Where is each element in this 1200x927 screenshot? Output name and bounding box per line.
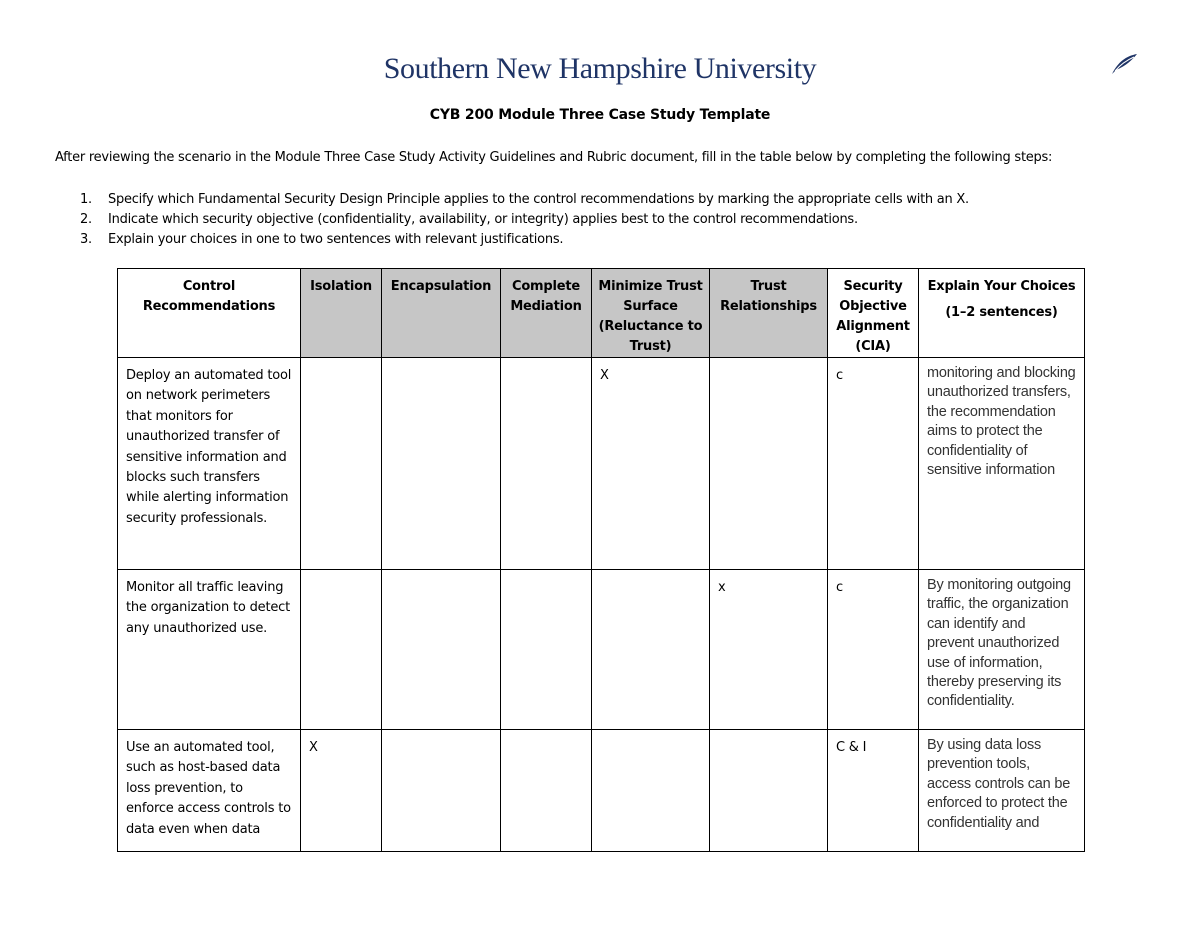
explain-cell[interactable]: By using data loss prevention tools, access controls can be enforced to protect the confidentiality and <box>919 730 1085 852</box>
isolation-cell[interactable]: X <box>301 730 382 852</box>
trust-relationships-cell[interactable] <box>710 730 828 852</box>
control-recommendation-cell[interactable]: Deploy an automated tool on network perimeters that monitors for unauthorized transfer of sensitive information and blocks such transfers while alerting information security professionals. <box>118 358 301 570</box>
step-text: Specify which Fundamental Security Design Principle applies to the control recommendations by marking the appropriate cells with an X. <box>108 192 969 207</box>
isolation-cell[interactable] <box>301 570 382 730</box>
header-trust-relationships: Trust Relationships <box>710 269 828 358</box>
step-number: 3. <box>80 232 92 247</box>
header-isolation: Isolation <box>301 269 382 358</box>
complete-mediation-cell[interactable] <box>501 730 592 852</box>
encapsulation-cell[interactable] <box>382 730 501 852</box>
leaf-icon <box>1110 52 1138 76</box>
instructions-list <box>80 190 969 250</box>
step-number: 2. <box>80 212 92 227</box>
header-complete-mediation: Complete Mediation <box>501 269 592 358</box>
objective-cell[interactable]: C & I <box>828 730 919 852</box>
minimize-trust-cell[interactable] <box>592 730 710 852</box>
minimize-trust-cell[interactable] <box>592 570 710 730</box>
instruction-step <box>80 230 969 250</box>
step-text: Indicate which security objective (confidentiality, availability, or integrity) applies best to the control recommendations. <box>108 212 858 227</box>
explain-header-label: Explain Your Choices <box>927 279 1076 294</box>
control-recommendation-cell[interactable]: Use an automated tool, such as host-based data loss prevention, to enforce access controls to data even when data <box>118 730 301 852</box>
university-logo <box>0 52 1200 86</box>
trust-relationships-cell[interactable] <box>710 358 828 570</box>
objective-cell[interactable]: c <box>828 358 919 570</box>
case-study-table <box>117 268 1085 852</box>
explain-cell[interactable]: monitoring and blocking unauthorized transfers, the recommendation aims to protect the confidentiality of sensitive information <box>919 358 1085 570</box>
explain-header-sublabel: (1–2 sentences) <box>945 305 1058 320</box>
objective-cell[interactable]: c <box>828 570 919 730</box>
table-header-row <box>118 269 1085 358</box>
instruction-step <box>80 210 969 230</box>
header-control-recommendations: Control Recommendations <box>118 269 301 358</box>
complete-mediation-cell[interactable] <box>501 570 592 730</box>
instruction-step <box>80 190 969 210</box>
table-row <box>118 570 1085 730</box>
logo-wordmark: Southern New Hampshire University <box>383 52 817 85</box>
header-security-objective: Security Objective Alignment (CIA) <box>828 269 919 358</box>
document-title: CYB 200 Module Three Case Study Template <box>429 107 771 123</box>
isolation-cell[interactable] <box>301 358 382 570</box>
step-number: 1. <box>80 192 92 207</box>
explain-cell[interactable]: By monitoring outgoing traffic, the organization can identify and prevent unauthorized use of information, thereby preserving its confidentiality. <box>919 570 1085 730</box>
complete-mediation-cell[interactable] <box>501 358 592 570</box>
encapsulation-cell[interactable] <box>382 570 501 730</box>
table-row <box>118 730 1085 852</box>
minimize-trust-cell[interactable]: X <box>592 358 710 570</box>
step-text: Explain your choices in one to two sentences with relevant justifications. <box>108 232 564 247</box>
table-row <box>118 358 1085 570</box>
header-explain-choices <box>919 269 1085 358</box>
trust-relationships-cell[interactable]: x <box>710 570 828 730</box>
header-minimize-trust-surface: Minimize Trust Surface (Reluctance to Trust) <box>592 269 710 358</box>
control-recommendation-cell[interactable]: Monitor all traffic leaving the organization to detect any unauthorized use. <box>118 570 301 730</box>
intro-paragraph: After reviewing the scenario in the Module Three Case Study Activity Guidelines and Rubric document, fill in the table below by completing the following steps: <box>55 150 1053 165</box>
header-encapsulation: Encapsulation <box>382 269 501 358</box>
encapsulation-cell[interactable] <box>382 358 501 570</box>
